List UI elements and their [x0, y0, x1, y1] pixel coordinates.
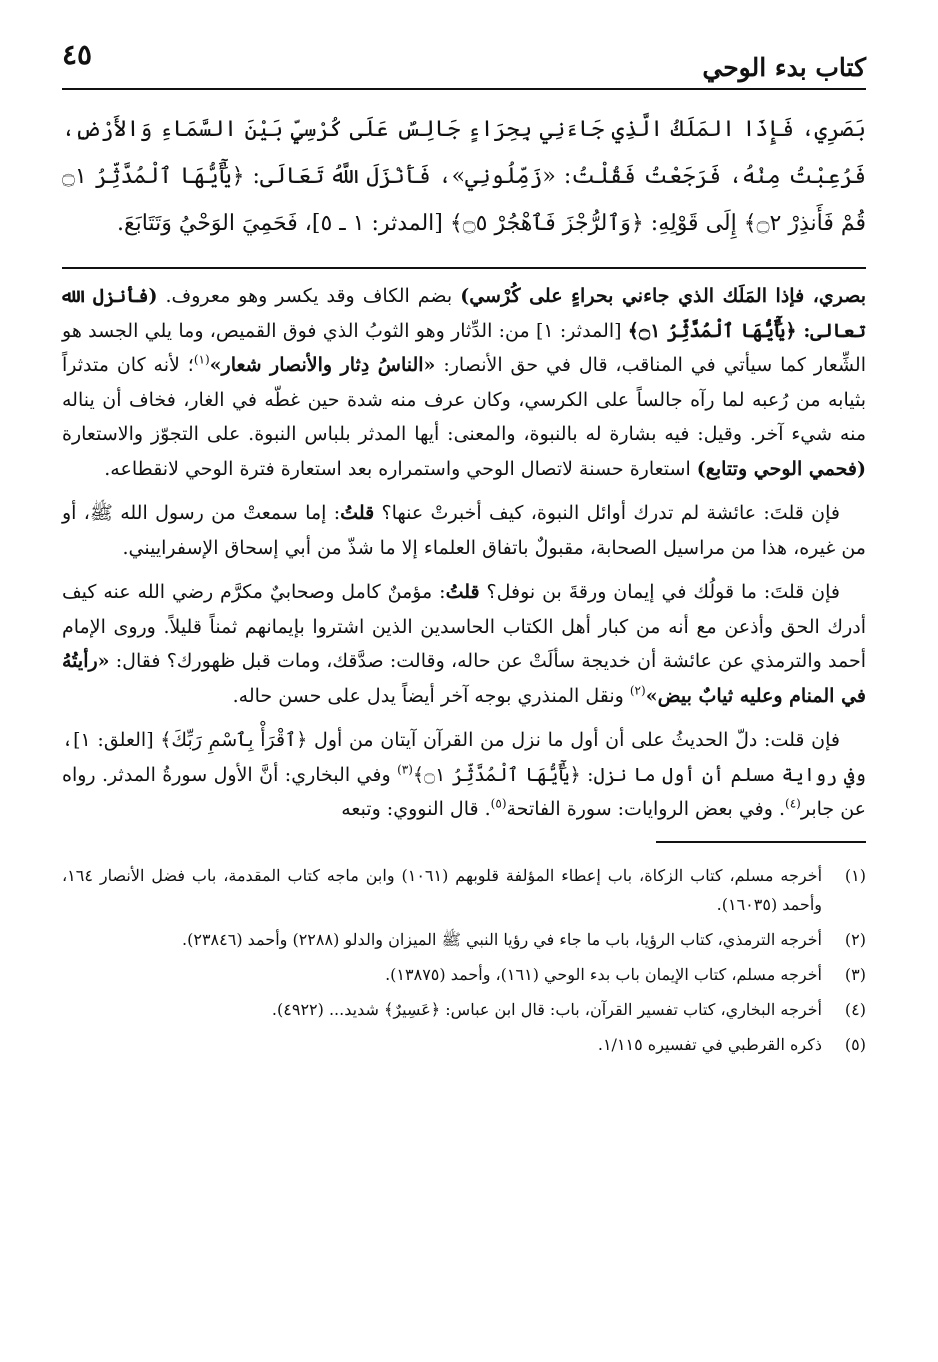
commentary-text: فإن قلت: دلّ الحديثُ على أن أول ما نزل من القرآن آيتان من أول ﴿ٱقْرَأْ بِٱسْمِ رَبِّكَ﴾ [العلق: ١]، وفي رواية مسلم أن أول ما نزل: ﴿يَٰٓأَيُّهَا ٱلْمُدَّثِّرُ ۝١﴾	[62, 729, 866, 786]
footnote-text: أخرجه الترمذي، كتاب الرؤيا، باب ما جاء في رؤيا النبي ﷺ الميزان والدلو (٢٢٨٨) وأحمد (٢٣٨٤٦).	[182, 929, 822, 949]
commentary-text: فإن قلتَ: ما قولُك في إيمان ورقةَ بن نوفل؟	[479, 581, 840, 603]
bold-phrase: قلتُ	[445, 581, 480, 603]
commentary-text: . وفي بعض الروايات: سورة الفاتحة	[506, 798, 786, 820]
commentary-paragraph-3	[62, 575, 866, 713]
commentary-text: [المدثر: ١] من: الدِّثار وهو الثوبُ الذي فوق القميص، وما يلي الجسد هو الشِّعار كما سيأتي في المناقب، قال في حق الأنصار:	[62, 319, 866, 376]
footnote-ref: (٥)	[490, 796, 507, 811]
commentary-text: بضم الكاف وقد يكسر وهو معروف.	[157, 285, 461, 307]
commentary-paragraph-2	[62, 496, 866, 565]
footnote-text: أخرجه مسلم، كتاب الزكاة، باب إعطاء المؤلفة قلوبهم (١٠٦١) وابن ماجه كتاب المقدمة، باب فضل الأنصار ١٦٤، وأحمد (١٦٠٣٥).	[62, 865, 823, 914]
bold-phrase: بصري، فإذا المَلَك الذي جاءني بحراءٍ على كُرْسي)	[460, 285, 866, 307]
bold-phrase: (فأنزل الله تعالى: ﴿يَٰٓأَيُّهَا ٱلْمُدَّثِّرُ ۝١﴾	[62, 285, 866, 342]
commentary-text: وفي البخاري: أنَّ الأول سورةُ المدثر. رواه عن جابر	[62, 763, 866, 820]
footnote-text: أخرجه مسلم، كتاب الإيمان باب بدء الوحي (١٦١)، وأحمد (١٣٨٧٥).	[385, 964, 822, 984]
footnote-3	[62, 960, 866, 989]
footnote-number: (٥)	[844, 1034, 866, 1054]
section-divider	[62, 267, 866, 269]
footnote-number: (٤)	[844, 999, 866, 1019]
bold-phrase: «الناسُ دِثار والأنصار شعار»	[209, 354, 436, 376]
bold-phrase: قلتُ	[340, 502, 375, 524]
chapter-title: كتاب بدء الوحي	[702, 53, 866, 82]
footnote-ref: (٤)	[785, 796, 801, 811]
footnote-divider	[656, 841, 866, 843]
footnote-number: (٣)	[844, 964, 866, 984]
commentary-text: : إما سمعتْ من رسول الله ﷺ، أو من غيره، هذا من مراسيل الصحابة، مقبولٌ باتفاق العلماء إلا ما شذّ من أبي إسحاق الإسفراييني.	[62, 502, 866, 559]
footnote-ref: (٣)	[397, 762, 413, 777]
bold-phrase: (فحمي الوحي وتتابع)	[696, 457, 866, 480]
commentary-paragraph-4	[62, 723, 866, 827]
footnote-number: (١)	[844, 865, 866, 885]
commentary-text: ونقل المنذري بوجه آخر أيضاً يدل على حسن حاله.	[232, 684, 630, 707]
footnote-ref: (١)	[193, 352, 210, 367]
commentary-text: استعارة حسنة لاتصال الوحي واستمراره بعد استعارة فترة الوحي لانقطاعه.	[104, 457, 697, 480]
footnote-2	[62, 925, 866, 954]
footnote-number: (٢)	[844, 929, 866, 949]
footnote-1	[62, 861, 866, 919]
footnote-text: أخرجه البخاري، كتاب تفسير القرآن، باب: قال ابن عباس: ﴿عَسِيرٌ﴾ شديد... (٤٩٢٢).	[271, 999, 822, 1019]
footnote-text: ذكره القرطبي في تفسيره ١/١١٥.	[597, 1034, 822, 1054]
commentary-text: . قال النووي: وتبعه	[341, 798, 491, 820]
footnote-ref: (٢)	[629, 683, 646, 698]
bold-phrase: «رأيتُهُ في المنام وعليه ثيابٌ بيض»	[62, 650, 866, 707]
commentary-text: فإن قلتَ: عائشة لم تدرك أوائل النبوة، كيف أخبرتْ عنها؟	[374, 502, 840, 524]
footnote-4	[62, 995, 866, 1024]
book-page	[62, 30, 866, 1322]
footnote-5	[62, 1030, 866, 1059]
commentary-text: ؛ لأنه كان متدثراً بثيابه من رُعبه لما رآه جالساً على الكرسي، وكان عرف منه شدة حين غطّه في الغار، فخاف أن يناله منه شيء آخر. وقيل: فيه بشارة له بالنبوة، والمعنى: أيها المدثر بلباس النبوة. على التجوّز والاستعارة	[62, 354, 866, 445]
commentary-paragraph-1	[62, 279, 866, 486]
page-number: ٤٥	[62, 38, 93, 71]
page-header	[62, 30, 866, 90]
commentary	[62, 279, 866, 827]
footnotes	[62, 861, 866, 1059]
hadith-text: بَصَرِي، فَإِذَا المَلَكُ الَّذِي جَاءَنِي بِحِرَاءٍ جَالِسٌ عَلَى كُرْسِيٍّ بَيْنَ السَّمَاءِ وَالأَرْضِ، فَرُعِبْتُ مِنْهُ، فَرَجَعْتُ فَقُلْتُ: «زَمِّلُونِي»، فَأَنْزَلَ اللَّهُ تَعَالَى: ﴿يَٰٓأَيُّهَا ٱلْمُدَّثِّرُ ۝١ قُمْ فَأَنذِرْ ۝٢﴾ إِلَى قَوْلِهِ: ﴿وَٱلرُّجْزَ فَٱهْجُرْ ۝٥﴾ [المدثر: ١ ـ ٥]، فَحَمِيَ الوَحْيُ وَتَتَابَعَ.	[62, 117, 866, 236]
commentary-text: : مؤمنٌ كامل وصحابيٌ مكرَّم رضي الله عنه كيف أدرك الحق وأذعن مع أنه من كبار أهل الكتاب الحاسدين الذين اشتروا بإيمانهم ثمناً قليلاً. وروى الإمام أحمد والترمذي عن عائشة أن خديجة سألَتْ عن حاله، وقالت: صدَّقك، ومات قبل ظهورك؟ فقال:	[62, 581, 866, 672]
